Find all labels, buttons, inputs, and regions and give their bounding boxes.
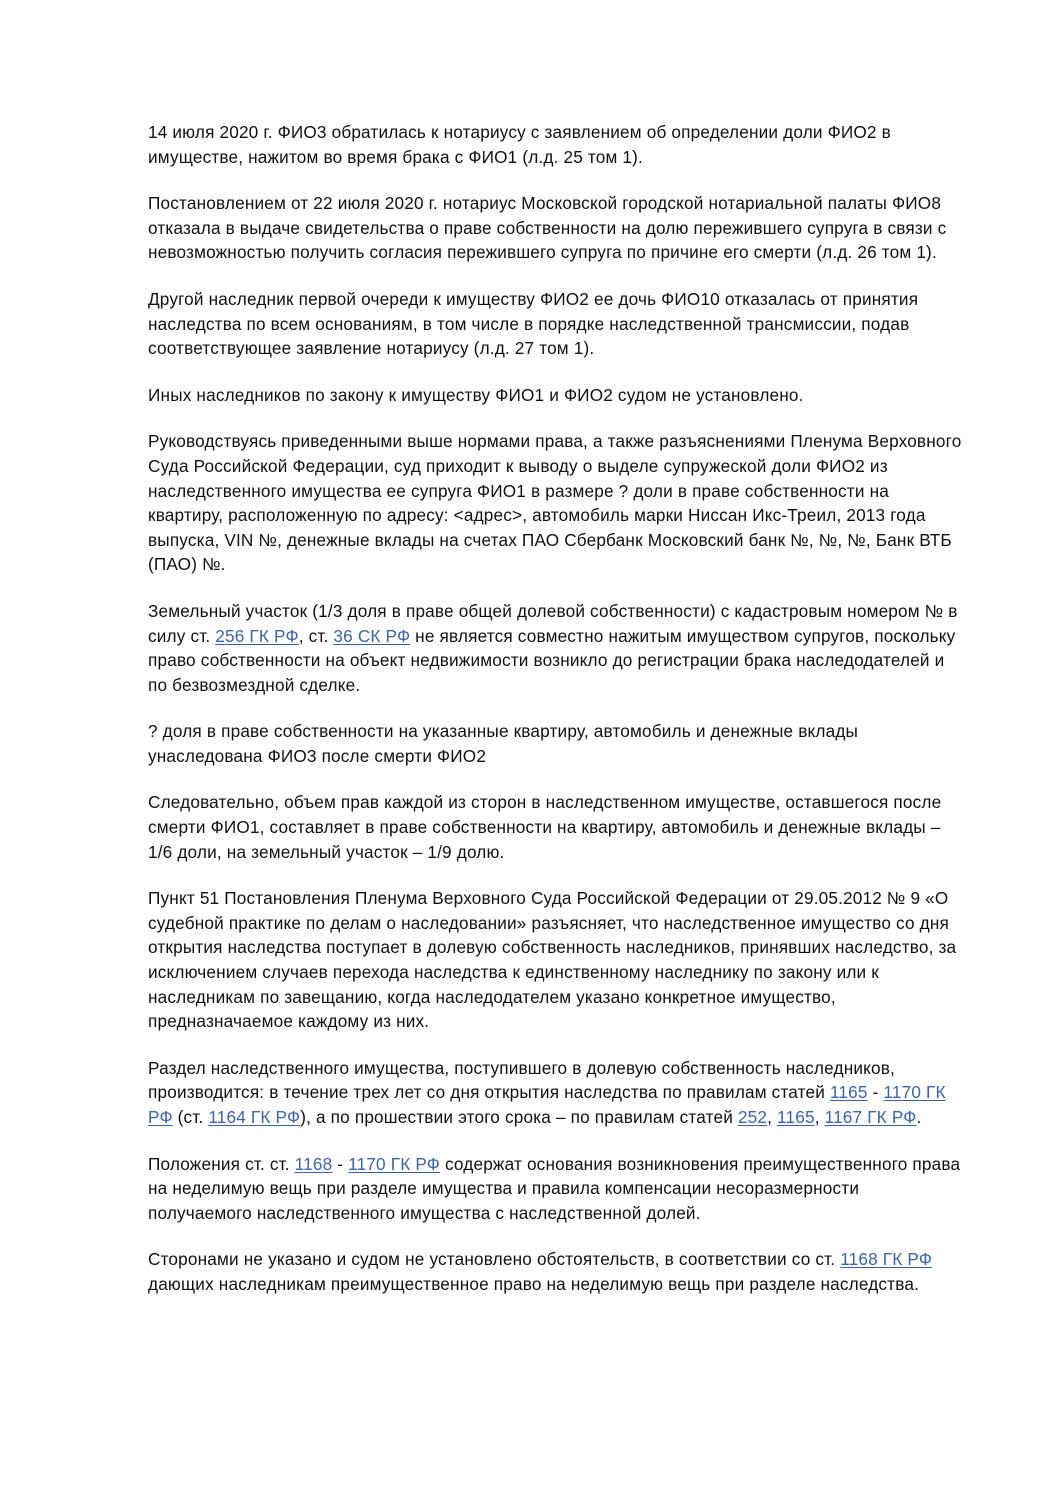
law-link-1165-second[interactable]: 1165	[777, 1107, 815, 1127]
division-text-segment-1: Раздел наследственного имущества, поступившего в долевую собственность наследников, производится: в течение трех лет со дня открытия наследства по правилам статей	[148, 1057, 895, 1103]
division-text-segment-4: ), а по прошествии этого срока – по правилам статей	[300, 1107, 738, 1127]
land-plot-text-segment-3: не является совместно нажитым имуществом супругов, поскольку право собственности на объект недвижимости возникло до регистрации брака наследодателей и по безвозмездной сделке.	[148, 625, 956, 695]
document-body	[148, 120, 963, 1297]
land-plot-text-segment-2: , ст.	[298, 625, 334, 646]
paragraph-preemptive-right-provisions	[148, 1152, 963, 1226]
law-link-1170-gk-rf[interactable]: 1170 ГК РФ	[148, 1082, 946, 1127]
law-link-1167-gk-rf[interactable]: 1167 ГК РФ	[824, 1107, 917, 1127]
provisions-text-segment-3: содержат основания возникновения преимущественного права на неделимую вещь при разделе имущества и правила компенсации несоразмерности получаемого наследственного имущества с наследственной долей.	[148, 1153, 961, 1223]
paragraph-other-heir-refusal: Другой наследник первой очереди к имуществу ФИО2 ее дочь ФИО10 отказалась от принятия наследства по всем основаниям, в том числе в порядке наследственной трансмиссии, подав соответствующее заявление нотариусу (л.д. 27 том 1).	[148, 288, 919, 359]
division-text-segment-3: (ст.	[172, 1107, 209, 1127]
division-text-segment-6: ,	[814, 1107, 825, 1127]
paragraph-land-plot	[148, 599, 963, 697]
no-circumstances-text-segment-1: Сторонами не указано и судом не установлено обстоятельств, в соответствии со ст.	[148, 1249, 841, 1270]
land-plot-text-segment-1: Земельный участок (1/3 доля в праве общей долевой собственности) с кадастровым номером № в силу ст.	[148, 600, 958, 646]
paragraph-no-other-heirs: Иных наследников по закону к имуществу ФИО1 и ФИО2 судом не установлено.	[148, 384, 804, 405]
paragraph-no-preemptive-circumstances	[148, 1247, 963, 1296]
paragraph-division-of-estate	[148, 1056, 963, 1130]
law-link-1165[interactable]: 1165	[829, 1082, 868, 1103]
paragraph-inherited-share: ? доля в праве собственности на указанные квартиру, автомобиль и денежные вклады унаследована ФИО3 после смерти ФИО2	[148, 721, 859, 766]
provisions-text-segment-2: -	[332, 1153, 349, 1174]
paragraph-plenum-point-51: Пункт 51 Постановления Пленума Верховного Суда Российской Федерации от 29.05.2012 № 9 «О судебной практике по делам о наследовании» разъясняет, что наследственное имущество со дня открытия наследства поступает в долевую собственность наследников, принявших наследство, за исключением случаев перехода наследства к единственному наследнику по закону или к наследникам по завещанию, когда наследодателем указано конкретное имущество, предназначаемое каждому из них.	[148, 888, 957, 1032]
law-link-1168[interactable]: 1168	[294, 1153, 333, 1174]
division-text-segment-5: ,	[767, 1107, 778, 1127]
law-link-256-gk-rf[interactable]: 256 ГК РФ	[215, 625, 299, 646]
division-text-segment-2: -	[867, 1082, 884, 1103]
provisions-text-segment-1: Положения ст. ст.	[148, 1153, 295, 1174]
paragraph-spousal-share-conclusion: Руководствуясь приведенными выше нормами права, а также разъяснениями Пленума Верховного Суда Российской Федерации, суд приходит к выводу о выделе супружеской доли ФИО2 из наследственного имущества ее супруга ФИО1 в размере ? доли в праве собственности на квартиру, расположенную по адресу: <адрес>, автомобиль марки Ниссан Икс-Треил, 2013 года выпуска, VIN №, денежные вклады на счетах ПАО Сбербанк Московский банк №, №, №, Банк ВТБ (ПАО) №.	[148, 431, 962, 575]
paragraph-notary-application: 14 июля 2020 г. ФИО3 обратилась к нотариусу с заявлением об определении доли ФИО2 в имуществе, нажитом во время брака с ФИО1 (л.д. 25 том 1).	[148, 122, 891, 167]
division-text-segment-7: .	[916, 1107, 922, 1127]
law-link-1170-gk-rf-second[interactable]: 1170 ГК РФ	[348, 1153, 441, 1174]
law-link-252[interactable]: 252	[737, 1107, 768, 1127]
law-link-1168-gk-rf[interactable]: 1168 ГК РФ	[840, 1249, 933, 1270]
paragraph-scope-of-rights: Следовательно, объем прав каждой из сторон в наследственном имуществе, оставшегося после смерти ФИО1, составляет в праве собственности на квартиру, автомобиль и денежные вклады – 1/6 доли, на земельный участок – 1/9 долю.	[148, 792, 942, 862]
paragraph-notary-refusal: Постановлением от 22 июля 2020 г. нотариус Московской городской нотариальной палаты ФИО8 отказала в выдаче свидетельства о праве собственности на долю пережившего супруга в связи с невозможностью получить согласия пережившего супруга по причине его смерти (л.д. 26 том 1).	[148, 193, 947, 263]
law-link-36-sk-rf[interactable]: 36 СК РФ	[333, 625, 411, 646]
no-circumstances-text-segment-2: дающих наследникам преимущественное право на неделимую вещь при разделе наследства.	[148, 1273, 920, 1294]
law-link-1164-gk-rf[interactable]: 1164 ГК РФ	[208, 1107, 301, 1127]
